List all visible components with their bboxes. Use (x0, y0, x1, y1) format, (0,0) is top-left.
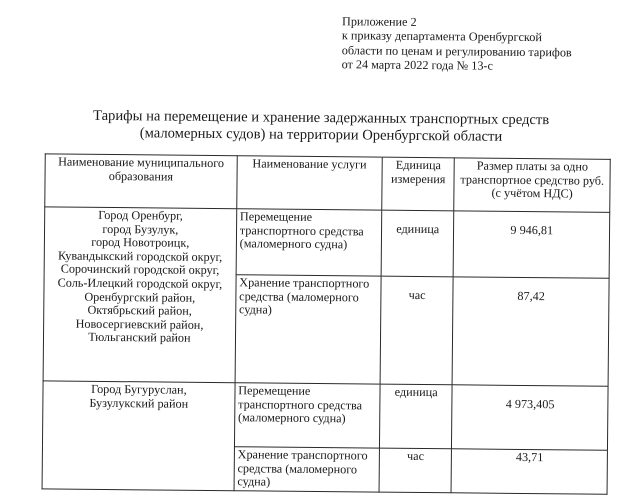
municipality-cell (43, 207, 236, 383)
unit-cell: час (380, 276, 454, 385)
municipality-cell (42, 381, 235, 491)
header-service: Наименование услуги (237, 156, 383, 210)
appendix-line: к приказу департамента Оренбургской (341, 28, 542, 45)
municipality-line: Кувандыкский городской округ, (58, 248, 223, 264)
price-cell: 9 946,81 (454, 211, 610, 278)
service-cell: Перемещение транспортного средства (маломерного судна) (236, 209, 382, 276)
municipality-line: Город Бугуруслан, (91, 381, 187, 397)
appendix-line: области по ценам и регулированию тарифов (341, 42, 572, 60)
unit-cell: единица (379, 384, 452, 449)
document-title (41, 107, 601, 146)
appendix-line: Приложение 2 (341, 14, 417, 29)
municipality-line: Сорочинский городской округ, (60, 261, 220, 278)
municipality-line: город Новотроицк, (91, 235, 190, 250)
price-cell: 43,71 (452, 449, 608, 494)
municipality-line: Октябрьский район, (87, 302, 192, 318)
table-header-row (45, 154, 610, 212)
municipality-line: Тюльганский район (88, 330, 191, 346)
tariff-table (42, 153, 611, 494)
service-cell: Перемещение транспортного средства (маломерного судна) (234, 383, 380, 448)
appendix-line: от 24 марта 2022 года № 13-с (341, 57, 494, 73)
municipality-line: Оренбургский район, (84, 289, 196, 305)
unit-cell: единица (381, 210, 454, 277)
table-row (44, 207, 610, 278)
header-price: Размер платы за одно транспортное средство руб. (с учётом НДС) (454, 158, 610, 212)
unit-cell: час (379, 448, 452, 492)
title-line: (маломерных судов) на территории Оренбургской области (139, 125, 503, 145)
table-row (42, 381, 608, 450)
header-municipality: Наименование муниципального образования (45, 154, 237, 209)
municipality-line: Новосергиевский район, (75, 316, 204, 332)
title-line: Тарифы на перемещение и хранение задержанных транспортных средств (92, 107, 550, 129)
municipality-line: Соль-Илецкий городской округ, (57, 275, 223, 292)
municipality-line: Бузулукский район (89, 395, 189, 411)
appendix-block (342, 14, 572, 73)
header-unit: Единица измерения (382, 157, 455, 211)
service-cell: Хранение транспортного средства (маломерного судна) (235, 275, 381, 384)
municipality-line: город Бузулук, (102, 221, 179, 237)
price-cell: 4 973,405 (452, 385, 608, 450)
price-cell: 87,42 (453, 277, 610, 386)
service-cell: Хранение транспортного средства (маломерного судна) (234, 447, 380, 492)
municipality-line: Город Оренбург, (98, 207, 183, 223)
